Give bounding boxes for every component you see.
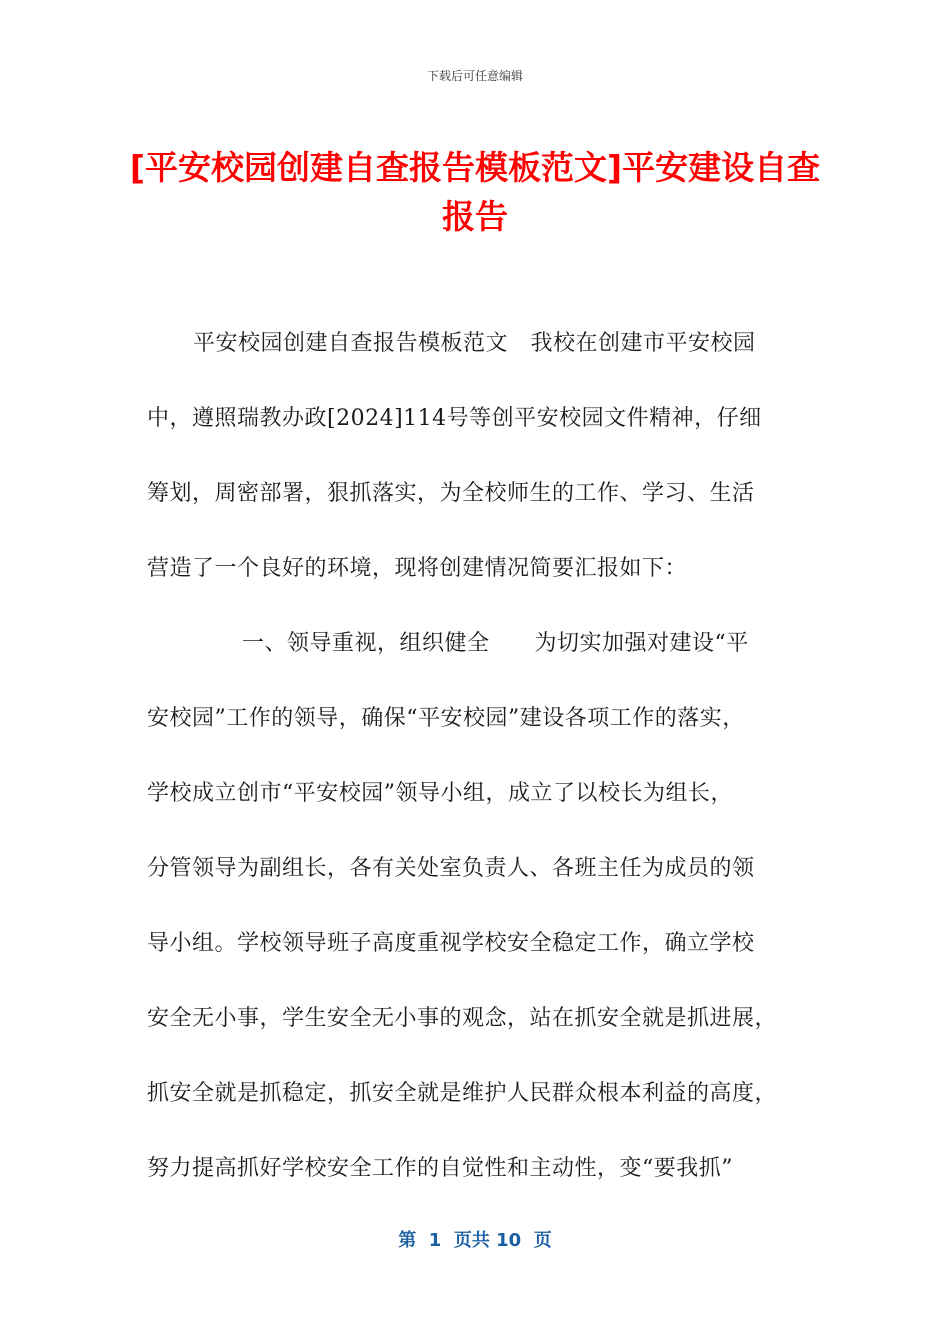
body-line: 抓安全就是抓稳定，抓安全就是维护人民群众根本利益的高度， — [147, 1081, 778, 1106]
body-line: 分管领导为副组长，各有关处室负责人、各班主任为成员的领 — [147, 856, 755, 881]
body-line: 安全无小事，学生安全无小事的观念，站在抓安全就是抓进展， — [147, 1006, 778, 1031]
body-line: 努力提高抓好学校安全工作的自觉性和主动性，变“要我抓” — [147, 1156, 733, 1181]
document-title: [平安校园创建自查报告模板范文]平安建设自查报告 — [129, 148, 821, 236]
body-line: 导小组。学校领导班子高度重视学校安全稳定工作，确立学校 — [147, 931, 755, 956]
body-line: 学校成立创市“平安校园”领导小组，成立了以校长为组长， — [147, 781, 733, 806]
header-note: 下载后可任意编辑 — [426, 69, 523, 83]
body-line: 一、领导重视，组织健全 为切实加强对建设“平 — [242, 631, 749, 656]
body-line: 营造了一个良好的环境，现将创建情况简要汇报如下： — [147, 556, 688, 581]
body-line: 中，遵照瑞教办政[2024]114号等创平安校园文件精神，仔细 — [147, 406, 762, 431]
page-footer: 第 1 页共 10 页 — [398, 1230, 552, 1251]
body-line: 安校园”工作的领导，确保“平安校园”建设各项工作的落实， — [147, 706, 745, 731]
body-line: 平安校园创建自查报告模板范文 我校在创建市平安校园 — [193, 331, 756, 356]
body-line: 筹划，周密部署，狠抓落实，为全校师生的工作、学习、生活 — [147, 481, 755, 506]
